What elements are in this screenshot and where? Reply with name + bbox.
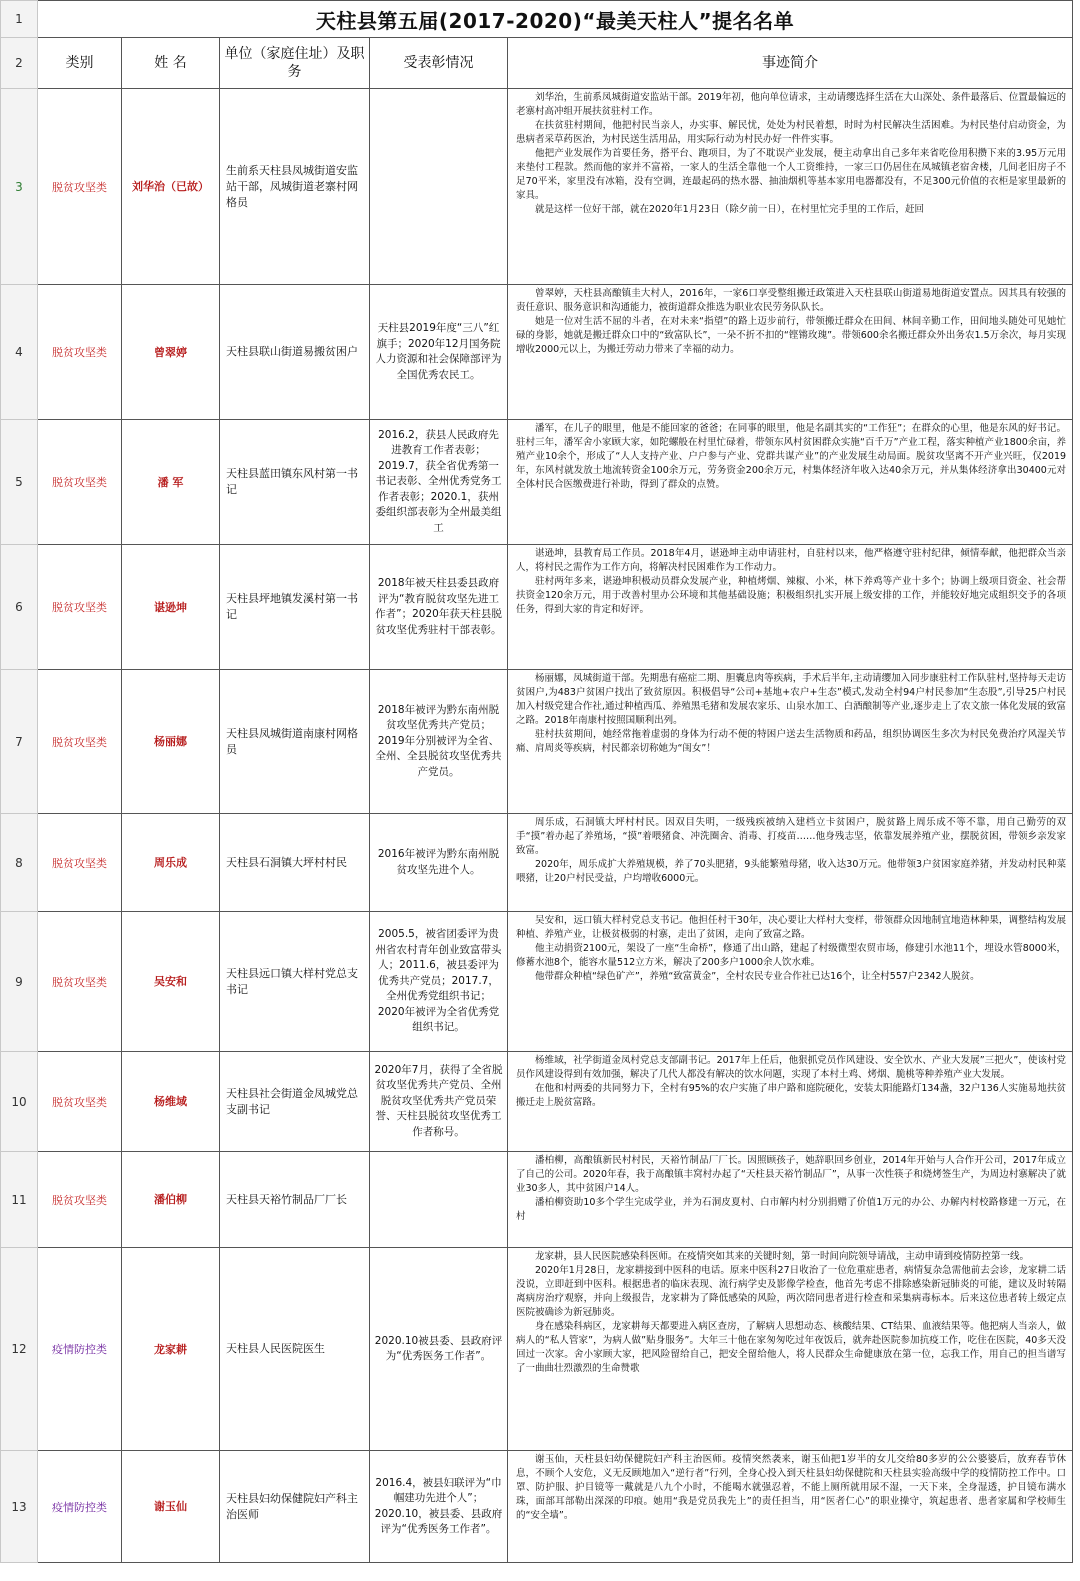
honors-text: 天柱县2019年度“三八”红旗手；2020年12月国务院人力资源和社会保障部评为全国优秀农民工。 xyxy=(375,322,502,381)
story-paragraph: 杨丽娜，凤城街道干部。先期患有癌症二期、胆囊息肉等疾病，手术后半年,主动请缨加入同步康驻村工作队驻村,坚持每天走访贫困户,为483户贫困户找出了致贫原因。积极倡导“公司+基地+农户+生态”模式,发动全村94户村民参加“生态股”,引导25户村民加入村级党建合作社,通过种植西瓜、养殖黑毛猪和发展农家乐、山泉水加工、白酒酿制等产业,逐步走上了农文旅一体化发展的致富之路。2018年南康村按照国顺利出列。 xyxy=(516,673,1067,726)
honors-text: 2018年被评为黔东南州脱贫攻坚优秀共产党员；2019年分别被评为全省、全州、全县脱贫攻坚优秀共产党员。 xyxy=(375,703,502,778)
story-cell[interactable] xyxy=(508,912,1073,1052)
row-header[interactable]: 5 xyxy=(1,420,38,545)
table-row xyxy=(1,1248,1073,1451)
honors-cell[interactable] xyxy=(370,912,508,1052)
table-row xyxy=(1,285,1073,420)
story-paragraph: 谢玉仙，天柱县妇幼保健院妇产科主治医师。疫情突然袭来，谢玉仙把1岁半的女儿交给80多岁的公公婆婆后，放弃春节休息，不顾个人安危，义无反顾地加入“逆行者”行列，全身心投入到天柱县妇幼保健院和天柱县实验高级中学的疫情防控工作中。口罩、防护服、护目镜等一戴就是八九个小时，不能喝水就强忍着，不能上厕所就用尿不湿，一天下来，全身湿透，护目镜布满水珠，面部耳部勒出深深的印痕。她用“我是党员我先上”的责任担当，用“医者仁心”的职业操守，筑起患者、患者家属和学校师生的“安全墙”。 xyxy=(516,1454,1067,1521)
category-cell[interactable]: 疫情防控类 xyxy=(38,1451,122,1563)
story-paragraph: 潘军，在儿子的眼里，他是不能回家的爸爸；在同事的眼里，他是名副其实的“工作狂”；在群众的心里，他是东风的好书记。驻村三年，潘军舍小家顾大家，如陀螺般在村里忙碌着，带领东风村贫困群众实施“百千万”产业工程，落实种植产业1800余亩，养殖产业10余个，形成了“人人支持产业、户户参与产业、党群共谋产业”的产业发展生动局面。脱贫攻坚离不开产业兴旺，仅2019年，东风村就发放土地流转资金100余万元，劳务资金200余万元，村集体经济年收入达40余万元，并从集体经济拿出30400元对全体村民合医缴费进行补助，得到了群众的点赞。 xyxy=(516,423,1067,490)
story-cell[interactable] xyxy=(508,670,1073,814)
story-paragraph: 龙家耕，县人民医院感染科医师。在疫情突如其来的关键时刻，第一时间向院领导请战，主动申请到疫情防控第一线。 xyxy=(535,1251,1030,1262)
story-paragraph: 身在感染科病区，龙家耕每天都要进入病区查房，了解病人思想动态、核酸结果、CT结果、血液结果等。他把病人当亲人，做病人的“私人管家”，为病人做”贴身服务”。大年三十他在家匆匆吃过年夜饭后，就奔赴医院参加抗疫工作，吃住在医院，40多天没回过一次家。舍小家顾大家，把风险留给自己，把安全留给他人，将人民群众生命健康放在第一位，忘我工作，用自己的担当谱写了一曲曲壮烈激烈的生命赞歌 xyxy=(516,1321,1067,1374)
story-text xyxy=(516,287,1066,418)
header-unit[interactable]: 单位（家庭住址）及职务 xyxy=(220,38,370,89)
story-paragraph: 刘华治，生前系凤城街道安监站干部。2019年初，他向单位请求，主动请缨选择生活在大山深处、条件最落后、位置最偏远的老寨村高冲组开展扶贫驻村工作。 xyxy=(516,92,1067,117)
name-cell[interactable]: 杨丽娜 xyxy=(122,670,220,814)
name-cell[interactable]: 吴安和 xyxy=(122,912,220,1052)
category-cell[interactable]: 脱贫攻坚类 xyxy=(38,1152,122,1248)
story-paragraph: 驻村两年多来，谌逊坤积极动员群众发展产业，种植烤烟、辣椒、小米，林下养鸡等产业十多个；协调上级项目资金、社会帮扶资金120余万元，用于改善村里办公环境和其他基础设施；积极组织扎实开展上级安排的工作，并能较好地完成组织交予的各项任务，得到大家的肯定和好评。 xyxy=(516,576,1067,615)
row-header[interactable]: 6 xyxy=(1,545,38,670)
unit-cell[interactable]: 天柱县石洞镇大坪村村民 xyxy=(220,814,370,912)
table-row xyxy=(1,1451,1073,1563)
unit-cell[interactable]: 生前系天柱县凤城街道安监站干部，凤城街道老寨村网格员 xyxy=(220,89,370,285)
header-honors[interactable]: 受表彰情况 xyxy=(370,38,508,89)
story-cell[interactable] xyxy=(508,420,1073,545)
story-paragraph: 在扶贫驻村期间，他把村民当亲人，办实事、解民忧，处处为村民着想，时时为村民解决生活困难。为村民垫付启动资金，为患病者采草药医治，为村民送生活用品，用实际行动为村民办好一件件实事。 xyxy=(516,120,1067,145)
table-row xyxy=(1,670,1073,814)
name-cell[interactable]: 曾翠婷 xyxy=(122,285,220,420)
story-paragraph: 2020年，周乐成扩大养殖规模，养了70头肥猪，9头能繁殖母猪，收入达30万元。他带领3户贫困家庭养猪，并发动村民种菜喂猪，让20户村民受益，户均增收6000元。 xyxy=(516,859,1067,884)
story-cell[interactable] xyxy=(508,1052,1073,1152)
honors-cell[interactable] xyxy=(370,670,508,814)
honors-text: 2016.4，被县妇联评为“巾帼建功先进个人”；2020.10，被县委、县政府评为“优秀医务工作者”。 xyxy=(374,1476,503,1535)
table-row xyxy=(1,89,1073,285)
unit-cell[interactable]: 天柱县蓝田镇东风村第一书记 xyxy=(220,420,370,545)
row-header[interactable]: 2 xyxy=(1,38,38,89)
story-paragraph: 他带群众种植“绿色矿产”，养殖“致富黄金”，全村农民专业合作社已达16个，让全村557户2342人脱贫。 xyxy=(535,971,980,982)
table-row xyxy=(1,912,1073,1052)
category-cell[interactable]: 脱贫攻坚类 xyxy=(38,1052,122,1152)
story-paragraph: 谌逊坤，县教育局工作员。2018年4月，谌逊坤主动申请驻村，自驻村以来，他严格遵守驻村纪律，倾情奉献，他把群众当亲人，将村民之需作为工作方向，将解决村民困难作为工作动力。 xyxy=(516,548,1067,573)
title-row xyxy=(1,1,1073,38)
table-row xyxy=(1,814,1073,912)
name-cell[interactable]: 刘华治（已故） xyxy=(122,89,220,285)
honors-cell[interactable] xyxy=(370,1451,508,1563)
category-cell[interactable]: 脱贫攻坚类 xyxy=(38,89,122,285)
story-paragraph: 曾翠婷，天柱县高酿镇圭大村人，2016年，一家6口享受整组搬迁政策进入天柱县联山街道易地街道安置点。因其具有较强的责任意识、服务意识和沟通能力，被街道群众推选为职业农民劳务队队长。 xyxy=(516,288,1067,313)
unit-cell[interactable]: 天柱县坪地镇发溪村第一书记 xyxy=(220,545,370,670)
honors-cell[interactable] xyxy=(370,89,508,285)
story-cell[interactable] xyxy=(508,1451,1073,1563)
unit-cell[interactable]: 天柱县人民医院医生 xyxy=(220,1248,370,1451)
table-row xyxy=(1,1152,1073,1248)
row-header[interactable]: 3 xyxy=(1,89,38,285)
honors-text: 2020.10被县委、县政府评为“优秀医务工作者”。 xyxy=(374,1334,503,1362)
sheet-title[interactable]: 天柱县第五届(2017-2020)“最美天柱人”提名名单 xyxy=(38,1,1073,38)
honors-text: 2016.2，获县人民政府先进教育工作者表彰；2019.7，获全省优秀第一书记表彰、全州优秀党务工作者表彰；2020.1，获州委组织部表彰为全州最美组工 xyxy=(375,428,502,534)
table-row xyxy=(1,1052,1073,1152)
story-paragraph: 她是一位对生活不屈的斗者，在对未来“指望”的路上迈步前行，带领搬迁群众在田间、林间辛勤工作，田间地头随处可见她忙碌的身影，她就是搬迁群众口中的“致富队长”，一朵不折不扣的“铿锵玫瑰”。带领600余名搬迁群众外出务农1.5万余次，每月实现增收2000元以上，为搬迁劳动力带来了幸福的动力。 xyxy=(516,316,1067,355)
story-text xyxy=(516,816,1066,910)
story-text xyxy=(516,91,1066,283)
honors-cell[interactable] xyxy=(370,420,508,545)
story-text xyxy=(516,1154,1066,1246)
story-paragraph: 杨维域，社学街道金凤村党总支部副书记。2017年上任后，他狠抓党员作风建设、安全饮水、产业大发展”三把火”，使该村党员作风建设得到有效加强，解决了几代人都没有解决的饮水问题，实现了本村土鸡、烤烟、脆桃等种养殖产业大发展。 xyxy=(516,1055,1067,1080)
row-header[interactable]: 13 xyxy=(1,1451,38,1563)
row-header[interactable]: 8 xyxy=(1,814,38,912)
category-cell[interactable]: 脱贫攻坚类 xyxy=(38,285,122,420)
story-cell[interactable] xyxy=(508,89,1073,285)
category-cell[interactable]: 疫情防控类 xyxy=(38,1248,122,1451)
category-cell[interactable]: 脱贫攻坚类 xyxy=(38,912,122,1052)
story-cell[interactable] xyxy=(508,545,1073,670)
unit-cell[interactable]: 天柱县远口镇大样村党总支书记 xyxy=(220,912,370,1052)
story-paragraph: 就是这样一位好干部，就在2020年1月23日（除夕前一日），在村里忙完手里的工作后，赶回 xyxy=(535,204,925,215)
header-name[interactable]: 姓 名 xyxy=(122,38,220,89)
story-paragraph: 吴安和，远口镇大样村党总支书记。他担任村干30年，决心要让大样村大变样，带领群众因地制宜地造林种果，调整结构发展种植、养殖产业，让极贫极弱的村寨，走出了贫困，走向了致富之路。 xyxy=(516,915,1067,940)
story-paragraph: 周乐成，石洞镇大坪村村民。因双目失明，一级残疾被纳入建档立卡贫困户，脱贫路上周乐成不等不靠，用自己勤劳的双手“摸”着办起了养殖场，“摸”着喂猪食、冲洗圈舍、消毒、打疫苗……他身残志坚，依靠发展养殖产业，摆脱贫困，带领乡亲发家致富。 xyxy=(516,817,1067,856)
name-cell[interactable]: 潘伯柳 xyxy=(122,1152,220,1248)
category-cell[interactable]: 脱贫攻坚类 xyxy=(38,814,122,912)
row-header[interactable]: 11 xyxy=(1,1152,38,1248)
category-cell[interactable]: 脱贫攻坚类 xyxy=(38,545,122,670)
name-cell[interactable]: 杨维域 xyxy=(122,1052,220,1152)
honors-cell[interactable] xyxy=(370,814,508,912)
story-text xyxy=(516,1453,1066,1561)
name-cell[interactable]: 谌逊坤 xyxy=(122,545,220,670)
story-text xyxy=(516,547,1066,668)
story-cell[interactable] xyxy=(508,814,1073,912)
story-cell[interactable] xyxy=(508,285,1073,420)
story-text xyxy=(516,672,1066,812)
honors-cell[interactable] xyxy=(370,285,508,420)
table-row xyxy=(1,420,1073,545)
story-paragraph: 驻村扶贫期间，她经常拖着虚弱的身体为行动不便的特困户送去生活物质和药品，组织协调医生多次为村民免费治疗风湿关节痛、肩周炎等疾病，村民都亲切称她为“闺女”！ xyxy=(516,729,1067,754)
row-header[interactable]: 4 xyxy=(1,285,38,420)
honors-text: 2018年被天柱县委县政府评为“教育脱贫攻坚先进工作者”；2020年获天柱县脱贫攻坚优秀驻村干部表彰。 xyxy=(375,577,502,636)
story-paragraph: 在他和村两委的共同努力下，全村有95%的农户实施了串户路和庭院硬化，安装太阳能路灯134盏，32户136人实施易地扶贫搬迁走上脱贫富路。 xyxy=(516,1083,1067,1108)
unit-cell[interactable]: 天柱县凤城街道南康村网格员 xyxy=(220,670,370,814)
unit-cell[interactable]: 天柱县社会街道金凤城党总支副书记 xyxy=(220,1052,370,1152)
story-text xyxy=(516,914,1066,1050)
story-text xyxy=(516,1054,1066,1150)
table-row xyxy=(1,545,1073,670)
row-header[interactable]: 10 xyxy=(1,1052,38,1152)
honors-text: 2016年被评为黔东南州脱贫攻坚先进个人。 xyxy=(377,848,500,876)
row-header[interactable]: 1 xyxy=(1,1,38,38)
header-category[interactable]: 类别 xyxy=(38,38,122,89)
honors-cell[interactable] xyxy=(370,1248,508,1451)
category-cell[interactable]: 脱贫攻坚类 xyxy=(38,420,122,545)
row-header[interactable]: 7 xyxy=(1,670,38,814)
story-paragraph: 他把产业发展作为首要任务，搭平台、跑项目，为了不耽误产业发展，便主动拿出自己多年来省吃俭用积攒下来的3.95万元用来垫付工程款。然而他的家并不富裕，一家人的生活全靠他一个人工资维持，一家三口仍居住在凤城镇老宿舍楼，几间老旧房子不足70平米，家里没有冰箱，没有空调，连最起码的热水器、抽油烟机等基本家用电器都没有，不足300元价值的衣柜是家里最新的家具。 xyxy=(516,148,1067,201)
header-story[interactable]: 事迹简介 xyxy=(508,38,1073,89)
name-cell[interactable]: 周乐成 xyxy=(122,814,220,912)
story-cell[interactable] xyxy=(508,1152,1073,1248)
unit-cell[interactable]: 天柱县妇幼保健院妇产科主治医师 xyxy=(220,1451,370,1563)
honors-text: 2020年7月，获得了全省脱贫攻坚优秀共产党员、全州脱贫攻坚优秀共产党员荣誉、天柱县脱贫攻坚优秀工作者称号。 xyxy=(374,1063,503,1138)
header-row xyxy=(1,38,1073,89)
story-paragraph: 2020年1月28日，龙家耕接到中医科的电话。原来中医科27日收治了一位危重症患者，病情复杂急需他前去会诊，龙家耕二话没说，立即赶到中医科。根据患者的临床表现、流行病学史及影像学检查，他首先考虑不排除感染新冠肺炎的可能，建议及时转隔离病房治疗观察，并向上级报告，龙家耕为了降低感染的风险，两次陪同患者进行检查和采集病毒标本。后来这位患者转上级定点医院被确诊为新冠肺炎。 xyxy=(516,1265,1067,1318)
story-paragraph: 潘柏柳资助10多个学生完成学业，并为石洞皮夏村、白市解内村分别捐赠了价值1万元的办公、办解内村校路修建一万元，在村 xyxy=(516,1197,1067,1222)
row-header[interactable]: 12 xyxy=(1,1248,38,1451)
name-cell[interactable]: 谢玉仙 xyxy=(122,1451,220,1563)
story-paragraph: 潘柏柳，高酿镇新民村村民，天裕竹制品厂厂长。因照顾孩子，她辞职回乡创业，2014年开始与人合作开公司，2017年成立了自己的公司。2020年春，我于高酿镇丰窝村办起了“天柱县天裕竹制品厂”，从事一次性筷子和烧烤签生产，为周边村寨解决了就业30多人，其中贫困户14人。 xyxy=(516,1155,1067,1194)
name-cell[interactable]: 潘 军 xyxy=(122,420,220,545)
unit-cell[interactable]: 天柱县联山街道易搬贫困户 xyxy=(220,285,370,420)
name-cell[interactable]: 龙家耕 xyxy=(122,1248,220,1451)
story-paragraph: 他主动捐资2100元，架设了一座“生命桥”，修通了出山路，建起了村级微型农贸市场，修建引水池11个，埋设水管8000米，修蓄水池8个，能容水量512立方米，解决了200多户1000余人饮水难。 xyxy=(516,943,1067,968)
unit-cell[interactable]: 天柱县天裕竹制品厂厂长 xyxy=(220,1152,370,1248)
honors-cell[interactable] xyxy=(370,1052,508,1152)
honors-cell[interactable] xyxy=(370,545,508,670)
honors-text: 2005.5，被省团委评为贵州省农村青年创业致富带头人；2011.6，被县委评为优秀共产党员；2017.7，全州优秀党组织书记；2020年被评为全省优秀党组织书记。 xyxy=(375,928,502,1034)
honors-cell[interactable] xyxy=(370,1152,508,1248)
category-cell[interactable]: 脱贫攻坚类 xyxy=(38,670,122,814)
story-text xyxy=(516,422,1066,543)
story-cell[interactable] xyxy=(508,1248,1073,1451)
row-header[interactable]: 9 xyxy=(1,912,38,1052)
story-text xyxy=(516,1250,1066,1449)
